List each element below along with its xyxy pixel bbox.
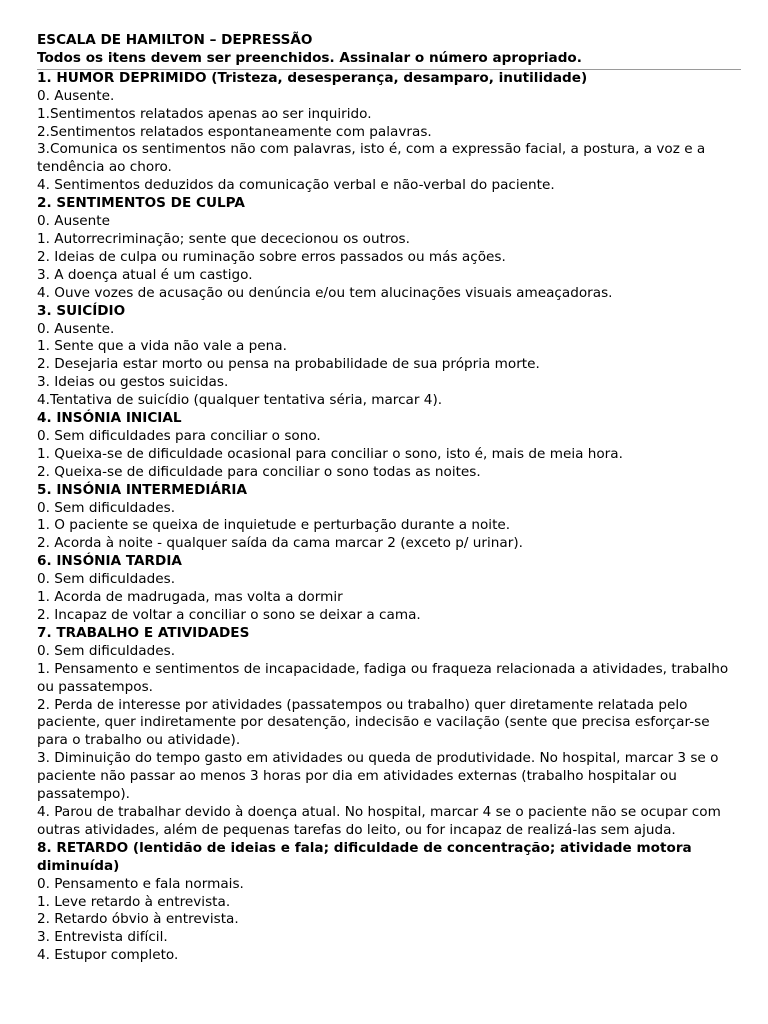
document-subtitle: Todos os itens devem ser preenchidos. Assinalar o número apropriado.: [37, 49, 582, 66]
scale-option: 2. Desejaria estar morto ou pensa na probabilidade de sua própria morte.: [37, 356, 540, 373]
scale-option: 2. Perda de interesse por atividades (passatempos ou trabalho) quer diretamente relatada pelo paciente, quer indiretamente por desatenção, indecisão e vacilação (sente que precisa esforçar-se para o trabalho ou atividade).: [37, 696, 710, 749]
scale-option: 4. Sentimentos deduzidos da comunicação verbal e não-verbal do paciente.: [37, 177, 555, 194]
section-4: [37, 410, 737, 482]
scale-option: 1. Sente que a vida não vale a pena.: [37, 338, 287, 355]
scale-option: 0. Ausente.: [37, 87, 115, 104]
document-title: ESCALA DE HAMILTON – DEPRESSÃO: [37, 32, 313, 48]
sections-list: [37, 70, 737, 965]
scale-option: 1. Acorda de madrugada, mas volta a dormir: [37, 589, 343, 606]
scale-option: 3. A doença atual é um castigo.: [37, 266, 253, 283]
scale-option: 1. O paciente se queixa de inquietude e perturbação durante a noite.: [37, 517, 511, 534]
section-3: [37, 303, 737, 410]
scale-option: 0. Sem dificuldades.: [37, 499, 176, 516]
scale-option: 4. Estupor completo.: [37, 947, 179, 964]
scale-option: 4. Ouve vozes de acusação ou denúncia e/ou tem alucinações visuais ameaçadoras.: [37, 284, 613, 301]
scale-option: 2. Queixa-se de dificuldade para conciliar o sono todas as noites.: [37, 463, 481, 480]
scale-option: 2. Retardo óbvio à entrevista.: [37, 911, 239, 928]
scale-option: 0. Ausente: [37, 213, 110, 230]
section-8: [37, 840, 737, 965]
scale-option: 2. Ideias de culpa ou ruminação sobre erros passados ou más ações.: [37, 248, 506, 265]
scale-option: 0. Sem dificuldades para conciliar o sono.: [37, 427, 321, 444]
scale-option: 4.Tentativa de suicídio (qualquer tentativa séria, marcar 4).: [37, 392, 443, 409]
scale-option: 2.Sentimentos relatados espontaneamente com palavras.: [37, 123, 432, 140]
scale-option: 3. Diminuição do tempo gasto em atividades ou queda de produtividade. No hospital, marcar 3 se o paciente não passar ao menos 3 horas por dia em atividades externas (trabalho hospitalar ou passatempo).: [37, 750, 719, 803]
section-heading: 5. INSÓNIA INTERMEDIÁRIA: [37, 481, 248, 498]
section-heading: 6. INSÓNIA TARDIA: [37, 553, 182, 570]
scale-option: 1. Leve retardo à entrevista.: [37, 893, 231, 910]
section-heading: 3. SUICÍDIO: [37, 302, 126, 319]
scale-option: 4. Parou de trabalhar devido à doença atual. No hospital, marcar 4 se o paciente não se ocupar com outras atividades, além de pequenas tarefas do leito, ou for incapaz de realizá-las sem ajuda.: [37, 803, 721, 838]
section-heading: 7. TRABALHO E ATIVIDADES: [37, 624, 250, 641]
scale-option: 0. Sem dificuldades.: [37, 571, 176, 588]
scale-option: 3. Ideias ou gestos suicidas.: [37, 374, 229, 391]
scale-option: 2. Acorda à noite - qualquer saída da cama marcar 2 (exceto p/ urinar).: [37, 535, 523, 552]
scale-option: 0. Sem dificuldades.: [37, 642, 176, 659]
section-heading: 4. INSÓNIA INICIAL: [37, 410, 182, 427]
section-2: [37, 195, 737, 302]
section-heading: 8. RETARDO (lentidão de ideias e fala; dificuldade de concentração; atividade motora diminuída): [37, 839, 692, 874]
scale-option: 1. Queixa-se de dificuldade ocasional para conciliar o sono, isto é, mais de meia hora.: [37, 445, 623, 462]
scale-option: 1.Sentimentos relatados apenas ao ser inquirido.: [37, 105, 372, 122]
section-6: [37, 553, 737, 625]
section-5: [37, 482, 737, 554]
scale-option: 3. Entrevista difícil.: [37, 929, 168, 946]
document-page: [37, 32, 737, 965]
section-7: [37, 625, 737, 840]
scale-option: 1. Pensamento e sentimentos de incapacidade, fadiga ou fraqueza relacionada a atividades, trabalho ou passatempos.: [37, 660, 729, 695]
scale-option: 3.Comunica os sentimentos não com palavras, isto é, com a expressão facial, a postura, a voz e a tendência ao choro.: [37, 141, 706, 176]
scale-option: 0. Ausente.: [37, 320, 115, 337]
section-1: [37, 70, 737, 195]
scale-option: 0. Pensamento e fala normais.: [37, 875, 244, 892]
section-heading: 2. SENTIMENTOS DE CULPA: [37, 195, 245, 212]
scale-option: 1. Autorrecriminação; sente que dececionou os outros.: [37, 230, 410, 247]
scale-option: 2. Incapaz de voltar a conciliar o sono se deixar a cama.: [37, 607, 421, 623]
section-heading: 1. HUMOR DEPRIMIDO (Tristeza, desesperança, desamparo, inutilidade): [37, 69, 588, 86]
